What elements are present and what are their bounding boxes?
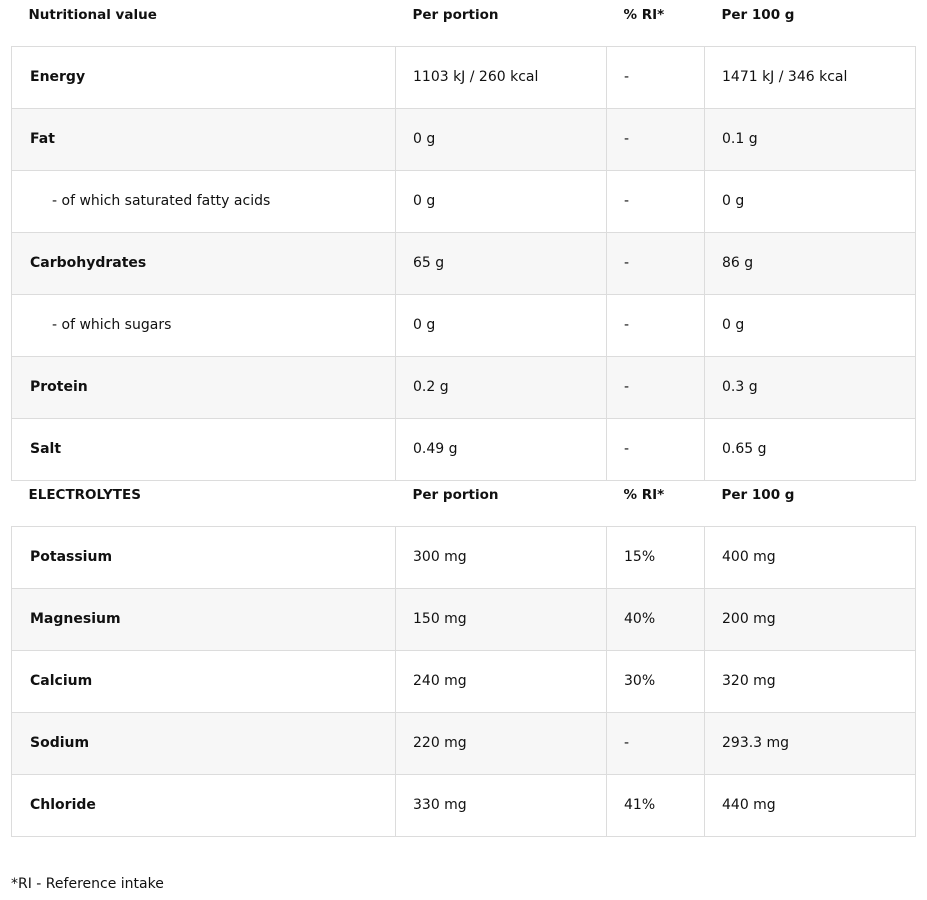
row-name: Carbohydrates xyxy=(12,232,396,294)
row-ri: 40% xyxy=(607,588,705,650)
header-ri: % RI* xyxy=(623,487,665,503)
row-name: Sodium xyxy=(12,712,396,774)
header-per-100g: Per 100 g xyxy=(721,487,795,503)
row-ri: - xyxy=(607,108,705,170)
header-electrolytes: ELECTROLYTES xyxy=(28,487,141,503)
electrolytes-header-row xyxy=(12,480,916,526)
table-row-chloride xyxy=(12,774,916,836)
row-ri: 30% xyxy=(607,650,705,712)
row-per-portion: 0 g xyxy=(396,294,607,356)
table-row-potassium xyxy=(12,526,916,588)
row-per-portion: 330 mg xyxy=(396,774,607,836)
row-per-100g: 440 mg xyxy=(705,774,916,836)
row-per-100g: 320 mg xyxy=(705,650,916,712)
row-per-100g: 293.3 mg xyxy=(705,712,916,774)
row-per-100g: 0.65 g xyxy=(705,418,916,480)
nutrition-table xyxy=(11,0,916,837)
row-per-100g: 0.1 g xyxy=(705,108,916,170)
row-per-portion: 0 g xyxy=(396,108,607,170)
header-ri: % RI* xyxy=(623,6,665,23)
row-per-100g: 0 g xyxy=(705,294,916,356)
table-row-salt xyxy=(12,418,916,480)
row-per-portion: 0 g xyxy=(396,170,607,232)
table-row-calcium xyxy=(12,650,916,712)
table-row-carbohydrates xyxy=(12,232,916,294)
row-name: - of which saturated fatty acids xyxy=(12,170,396,232)
row-per-100g: 0 g xyxy=(705,170,916,232)
row-name: Magnesium xyxy=(12,588,396,650)
row-name: Energy xyxy=(12,46,396,108)
row-per-100g: 200 mg xyxy=(705,588,916,650)
row-name: - of which sugars xyxy=(12,294,396,356)
table-row-sodium xyxy=(12,712,916,774)
row-per-portion: 0.2 g xyxy=(396,356,607,418)
row-ri: - xyxy=(607,356,705,418)
row-ri: - xyxy=(607,232,705,294)
header-per-portion: Per portion xyxy=(412,6,499,23)
row-ri: 41% xyxy=(607,774,705,836)
table-row-sugars xyxy=(12,294,916,356)
row-ri: - xyxy=(607,46,705,108)
row-per-100g: 0.3 g xyxy=(705,356,916,418)
row-name: Salt xyxy=(12,418,396,480)
header-nutritional-value: Nutritional value xyxy=(28,6,157,23)
row-per-100g: 86 g xyxy=(705,232,916,294)
row-per-100g: 1471 kJ / 346 kcal xyxy=(705,46,916,108)
row-per-portion: 300 mg xyxy=(396,526,607,588)
row-ri: - xyxy=(607,418,705,480)
row-ri: - xyxy=(607,712,705,774)
header-per-portion: Per portion xyxy=(412,487,499,503)
row-ri: - xyxy=(607,170,705,232)
table-row-magnesium xyxy=(12,588,916,650)
row-per-portion: 1103 kJ / 260 kcal xyxy=(396,46,607,108)
nutrition-header-row xyxy=(12,0,916,46)
row-per-100g: 400 mg xyxy=(705,526,916,588)
table-row-protein xyxy=(12,356,916,418)
row-per-portion: 65 g xyxy=(396,232,607,294)
table-row-saturated-fatty-acids xyxy=(12,170,916,232)
nutrition-table-container xyxy=(11,0,915,837)
footnote-reference-intake: *RI - Reference intake xyxy=(11,876,164,892)
table-row-energy xyxy=(12,46,916,108)
row-name: Protein xyxy=(12,356,396,418)
row-per-portion: 0.49 g xyxy=(396,418,607,480)
row-per-portion: 150 mg xyxy=(396,588,607,650)
row-ri: 15% xyxy=(607,526,705,588)
header-per-100g: Per 100 g xyxy=(721,6,795,23)
row-name: Fat xyxy=(12,108,396,170)
row-ri: - xyxy=(607,294,705,356)
row-name: Chloride xyxy=(12,774,396,836)
row-name: Calcium xyxy=(12,650,396,712)
table-row-fat xyxy=(12,108,916,170)
row-per-portion: 240 mg xyxy=(396,650,607,712)
row-name: Potassium xyxy=(12,526,396,588)
row-per-portion: 220 mg xyxy=(396,712,607,774)
